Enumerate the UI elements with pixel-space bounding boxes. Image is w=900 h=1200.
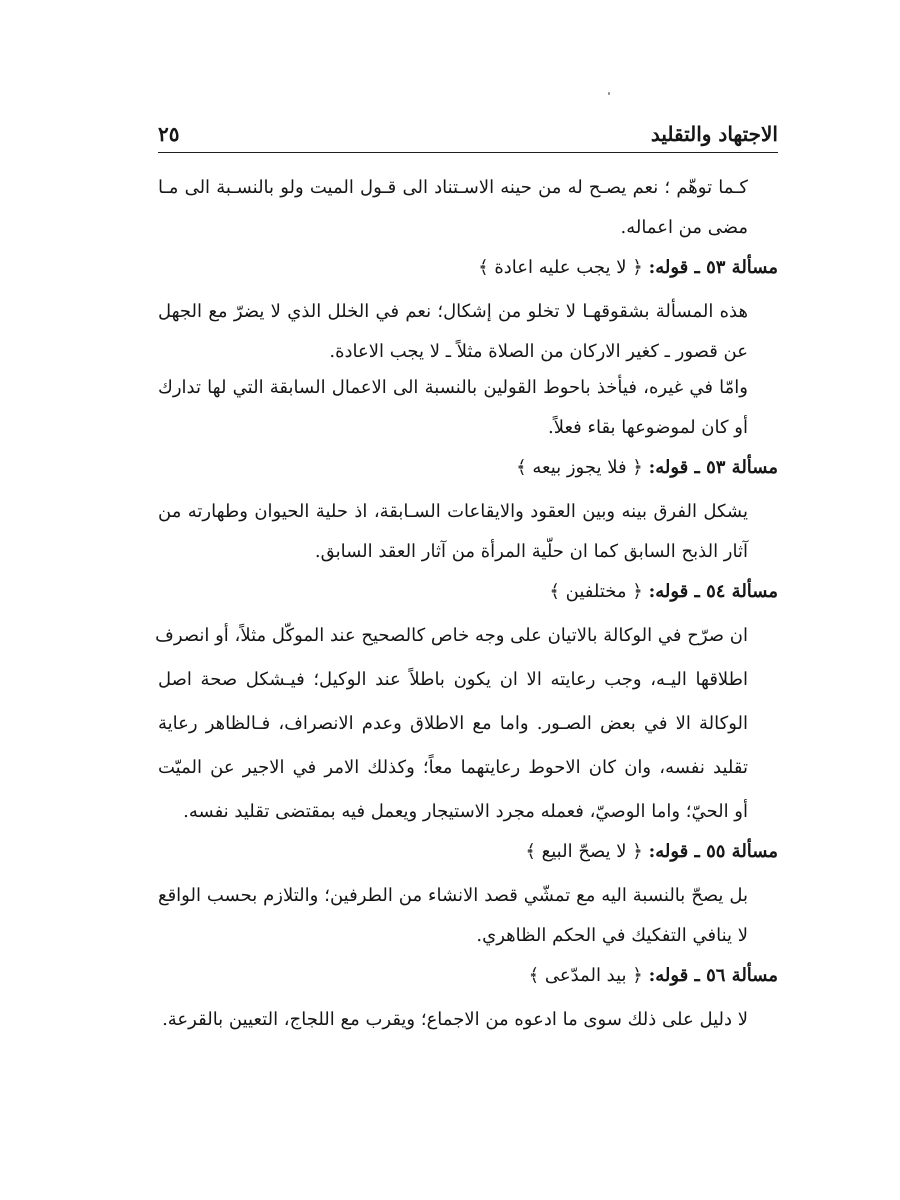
text-line: الوكالة الا في بعض الصـور. واما مع الاطلاق وعدم الانصراف، فـالظاهر رعاية xyxy=(158,713,748,734)
text-line: اطلاقها اليـه، وجب رعايته الا ان يكون باطلاً عند الوكيل؛ فيـشكل صحة اصل xyxy=(158,669,748,690)
issue-heading-label: مسألة ٥٤ ـ قوله: xyxy=(648,581,778,602)
issue-heading-label: مسألة ٥٣ ـ قوله: xyxy=(648,457,778,478)
text-line: أو كان لموضوعها بقاء فعلاً. xyxy=(548,417,748,438)
text-line: وامّا في غيره، فيأخذ باحوط القولين بالنسبة الى الاعمال السابقة التي لها تدارك xyxy=(158,377,748,398)
text-line: لا دليل على ذلك سوى ما ادعوه من الاجماع؛ ويقرب مع اللجاج، التعيين بالقرعة. xyxy=(162,1009,748,1030)
text-line: يشكل الفرق بينه وبين العقود والايقاعات السـابقة، اذ حلية الحيوان وطهارته من xyxy=(158,501,748,522)
running-title: الاجتهاد والتقليد xyxy=(650,122,778,146)
page-number: ٢٥ xyxy=(158,122,180,146)
scan-speck xyxy=(608,92,610,95)
issue-heading-quote: ﴿ لا يجب عليه اعادة ﴾ xyxy=(478,257,643,278)
page-header xyxy=(158,118,778,153)
text-line: كـما توهّم ؛ نعم يصـح له من حينه الاسـتناد الى قـول الميت ولو بالنسـبة الى مـا xyxy=(158,177,748,198)
text-line: ان صرّح في الوكالة بالاتيان على وجه خاص كالصحيح عند الموكّل مثلاً، أو انصرف xyxy=(155,625,748,646)
issue-heading-quote: ﴿ بيد المدّعى ﴾ xyxy=(528,965,643,986)
issue-heading xyxy=(516,452,778,484)
issue-heading-label: مسألة ٥٥ ـ قوله: xyxy=(648,841,778,862)
issue-heading xyxy=(478,252,778,284)
issue-heading-quote: ﴿ مختلفين ﴾ xyxy=(549,581,643,602)
text-line: عن قصور ـ كغير الاركان من الصلاة مثلاً ـ لا يجب الاعادة. xyxy=(329,341,748,362)
text-line: بل يصحّ بالنسبة اليه مع تمشّي قصد الانشاء من الطرفين؛ والتلازم بحسب الواقع xyxy=(158,885,748,906)
text-line: أو الحيّ؛ واما الوصيّ، فعمله مجرد الاستيجار ويعمل فيه بمقتضى تقليد نفسه. xyxy=(183,801,748,822)
issue-heading xyxy=(525,836,778,868)
text-line: لا ينافي التفكيك في الحكم الظاهري. xyxy=(476,925,748,946)
text-line: تقليد نفسه، وان كان الاحوط رعايتهما معاً؛ وكذلك الامر في الاجير عن الميّت xyxy=(158,757,748,778)
text-line: آثار الذبح السابق كما ان حلّية المرأة من آثار العقد السابق. xyxy=(314,541,748,562)
issue-heading-label: مسألة ٥٣ ـ قوله: xyxy=(648,257,778,278)
issue-heading-quote: ﴿ لا يصحّ البيع ﴾ xyxy=(525,841,643,862)
text-line: مضى من اعماله. xyxy=(620,217,748,238)
issue-heading xyxy=(549,576,778,608)
issue-heading-label: مسألة ٥٦ ـ قوله: xyxy=(648,965,778,986)
issue-heading xyxy=(529,960,778,992)
text-line: هذه المسألة بشقوقهـا لا تخلو من إشكال؛ نعم في الخلل الذي لا يضرّ مع الجهل xyxy=(158,301,748,322)
issue-heading-quote: ﴿ فلا يجوز بيعه ﴾ xyxy=(516,457,643,478)
